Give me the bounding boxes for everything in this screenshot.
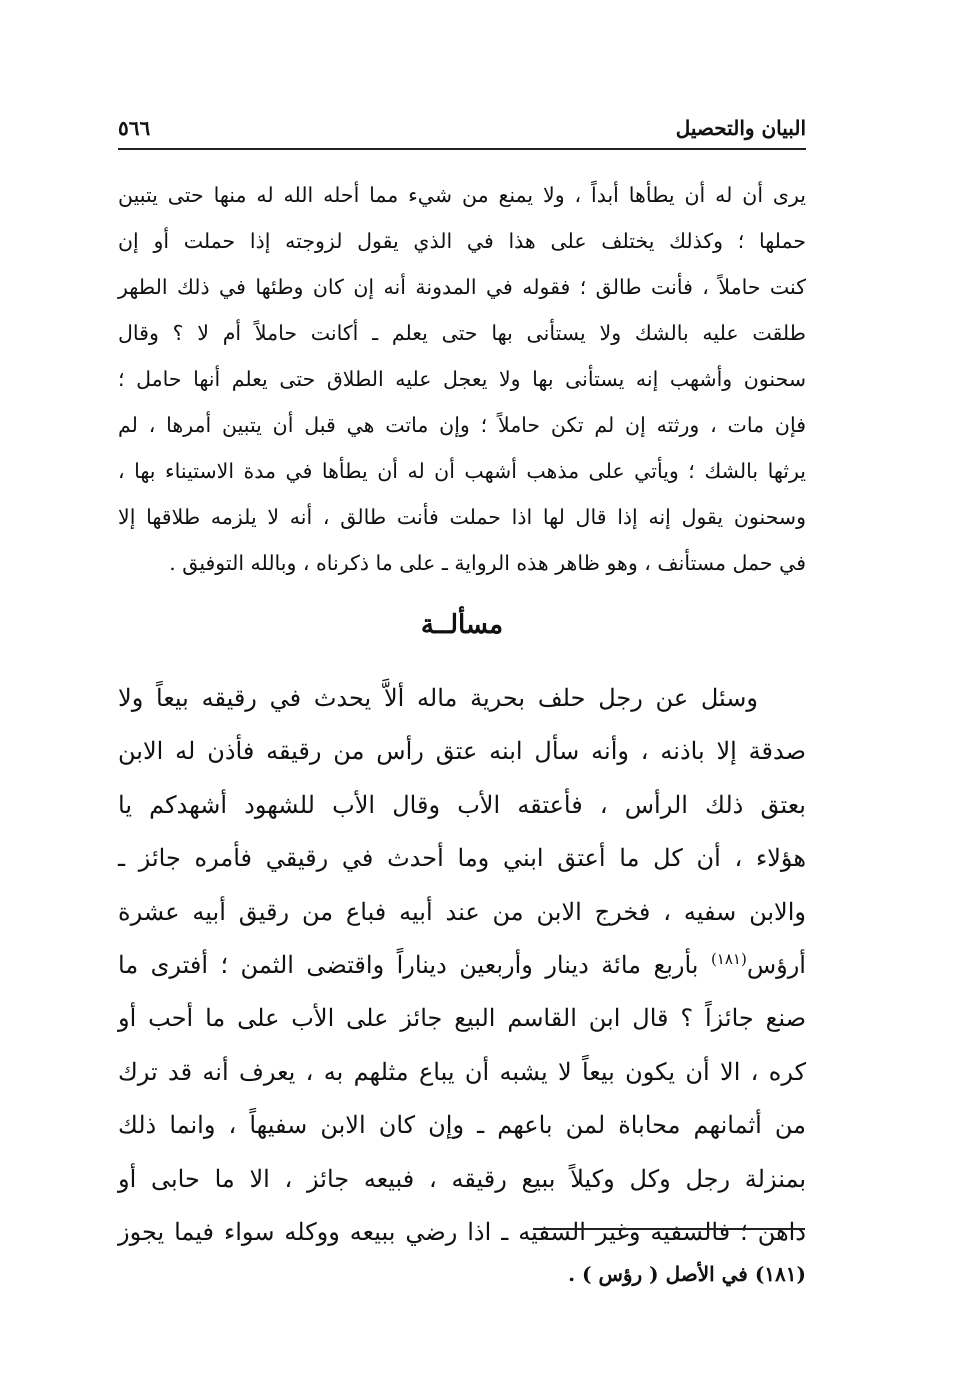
text-line: فإن مات ، ورثته إن لم تكن حاملاً ؛ وإن ماتت هي قبل أن يتبين أمرها ، لم	[118, 413, 806, 437]
text-line: طلقت عليه بالشك ولا يستأنى بها حتى يعلم ـ أكانت حاملاً أم لا ؟ وقال	[118, 321, 806, 345]
text-line: في حمل مستأنف ، وهو ظاهر هذه الرواية ـ على ما ذكرناه ، وبالله التوفيق .	[169, 551, 806, 575]
paragraph-continued	[118, 172, 806, 586]
page-number: ٥٦٦	[118, 116, 151, 140]
footnote-divider	[533, 1228, 805, 1230]
text-line: حملها ؛ وكذلك يختلف على هذا في الذي يقول لزوجته إذا حملت أو إن	[118, 229, 806, 253]
text-line: كره ، الا أن يكون بيعاً لا يشبه أن يباع مثلهم به ، يعرف أنه قد ترك	[118, 1057, 806, 1086]
text-line: هؤلاء ، أن كل ما أعتق ابني وما أحدث في رقيقي فأمره جائز ـ	[118, 844, 806, 873]
footnote-reference: (١٨١)	[710, 949, 747, 968]
text-line: يرثها بالشك ؛ ويأتي على مذهب أشهب أن له أن يطأها في مدة الاستيناء بها ،	[118, 459, 806, 483]
text-line: وسئل عن رجل حلف بحرية ماله ألاَّ يحدث في رقيقه بيعاً ولا	[118, 684, 758, 712]
text-fragment: أرؤس	[746, 950, 806, 979]
text-line: كنت حاملاً ، فأنت طالق ؛ فقوله في المدونة أنه إن كان وطئها في ذلك الطهر	[118, 275, 806, 299]
text-line: سحنون وأشهب إنه يستأنى بها ولا يعجل عليه الطلاق حتى يعلم أنها حامل ؛	[118, 367, 806, 391]
section-heading: مسألــة	[420, 610, 504, 640]
text-line: وسحنون يقول إنه إذا قال لها اذا حملت فأنت طالق ، أنه لا يلزمه طلاقها إلا	[118, 505, 806, 529]
paragraph-question	[118, 672, 806, 1259]
text-line: داهن ؛ فالسفيه وغير السفيه ـ اذا رضي ببيعه ووكله سواء فيما يجوز	[118, 1217, 806, 1246]
text-line: يرى أن له أن يطأها أبداً ، ولا يمنع من شيء مما أحله الله له منها حتى يتبين	[118, 183, 806, 207]
text-line: بعتق ذلك الرأس ، فأعتقه الأب وقال الأب للشهود أشهدكم يا	[118, 790, 806, 819]
footnote: (١٨١) في الأصل ( رؤس ) .	[568, 1262, 806, 1286]
running-title: البيان والتحصيل	[675, 116, 806, 140]
text-line-with-ref	[118, 939, 806, 992]
text-fragment: بأربع مائة دينار وأربعين ديناراً واقتضى الثمن ؛ أفترى ما	[118, 950, 699, 979]
text-line: والابن سفيه ، فخرج الابن من عند أبيه فباع من رقيق أبيه عشرة	[118, 897, 806, 926]
page-header	[118, 112, 806, 150]
text-line: صدقة إلا باذنه ، وأنه سأل ابنه عتق رأس من رقيقه فأذن له الابن	[118, 737, 807, 766]
text-line: صنع جائزاً ؟ قال ابن القاسم البيع جائز على الأب على ما أحب أو	[118, 1004, 806, 1033]
text-line: بمنزلة رجل وكل وكيلاً ببيع رقيقه ، فبيعه جائز ، الا ما حابى أو	[118, 1164, 806, 1193]
text-line: من أثمانهم محاباة لمن باعهم ـ وإن كان الابن سفيهاً ، وانما ذلك	[118, 1111, 806, 1140]
